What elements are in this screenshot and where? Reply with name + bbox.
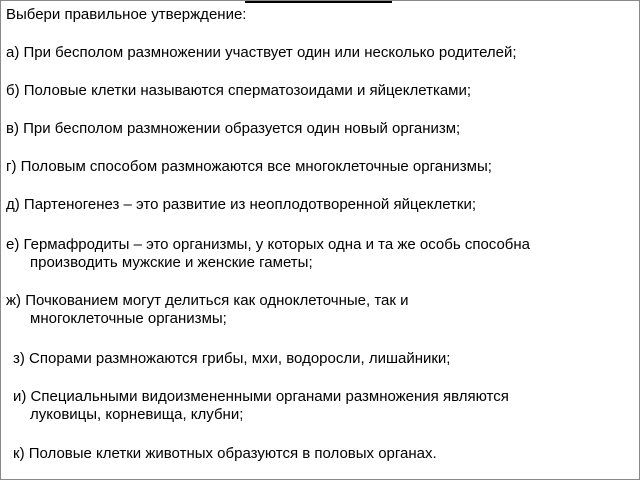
title-underline (245, 1, 392, 3)
statement-zh-line-1: ж) Почкованием могут делиться как одноклеточные, так и (6, 292, 409, 309)
statement-i-line-1: и) Специальными видоизмененными органами размножения являются (13, 388, 509, 405)
statement-d: д) Партеногенез – это развитие из неоплодотворенной яйцеклетки; (6, 196, 477, 213)
statement-g: г) Половым способом размножаются все многоклеточные организмы; (6, 158, 492, 175)
statement-v: в) При бесполом размножении образуется один новый организм; (6, 120, 461, 137)
statement-k: к) Половые клетки животных образуются в половых органах. (13, 445, 437, 462)
statement-e-line-1: е) Гермафродиты – это организмы, у которых одна и та же особь способна (6, 236, 531, 253)
statement-zh-line-2: многоклеточные организмы; (30, 310, 227, 327)
statement-e-line-2: производить мужские и женские гаметы; (30, 254, 313, 271)
statement-a: а) При бесполом размножении участвует один или несколько родителей; (6, 44, 517, 61)
instruction-heading: Выбери правильное утверждение: (6, 6, 247, 23)
statement-i-line-2: луковицы, корневища, клубни; (30, 406, 244, 423)
statement-b: б) Половые клетки называются сперматозоидами и яйцеклетками; (6, 82, 472, 99)
statement-z: з) Спорами размножаются грибы, мхи, водоросли, лишайники; (13, 350, 451, 367)
